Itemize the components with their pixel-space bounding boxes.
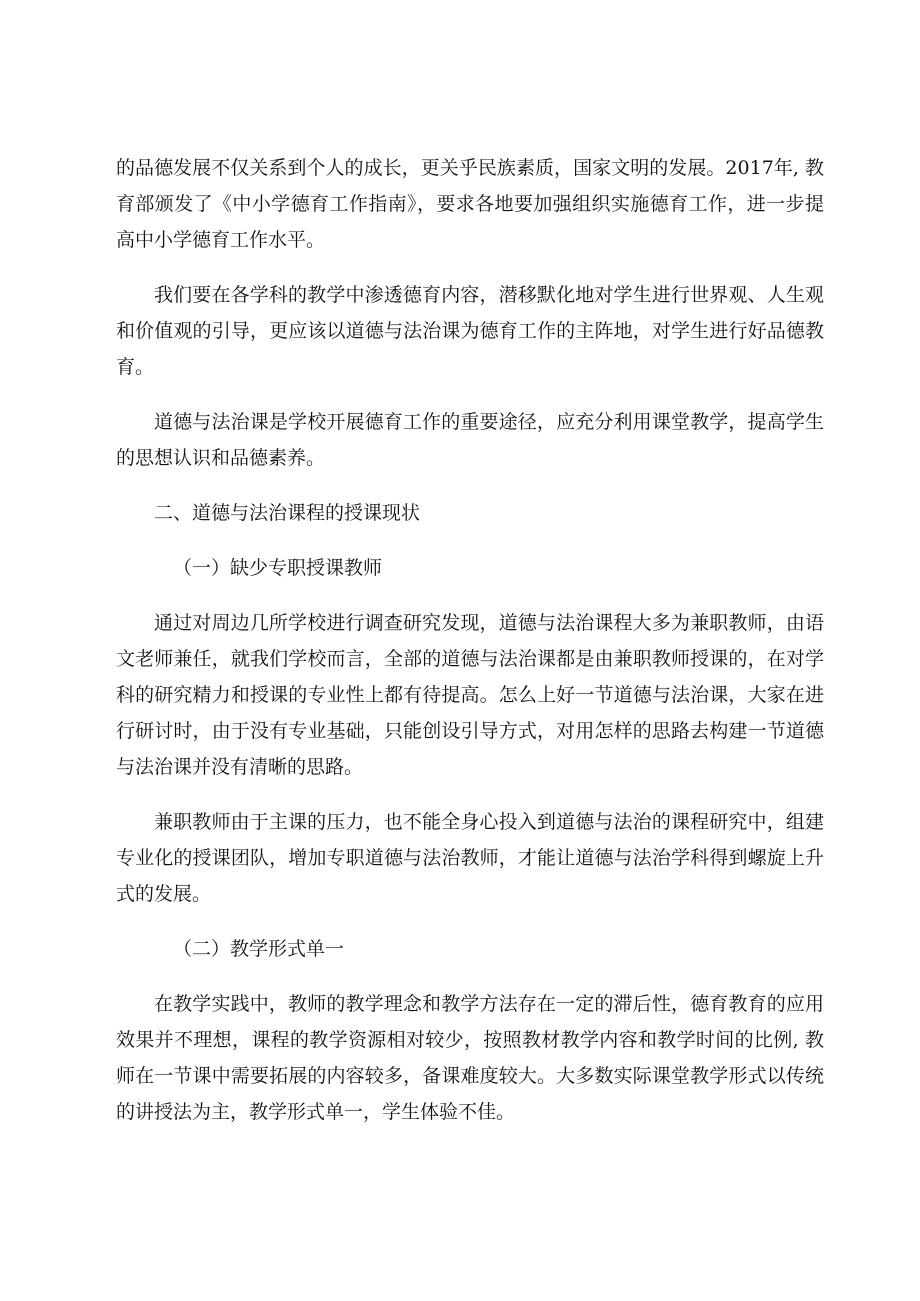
paragraph-continued: 的品德发展不仅关系到个人的成长，更关乎民族素质，国家文明的发展。2017年, 教育部颁发了《中小学德育工作指南》，要求各地要加强组织实施德育工作，进一步提高中小学德育工作水平。 <box>116 157 824 251</box>
paragraph-teaching-practice: 在教学实践中，教师的教学理念和教学方法存在一定的滞后性，德育教育的应用效果并不理想，课程的教学资源相对较少，按照教材教学内容和教学时间的比例, 教师在一节课中需要拓展的内容较多，备课难度较大。大多数实际课堂教学形式以传统的讲授法为主，教学形式单一，学生体验不佳。 <box>116 993 824 1123</box>
paragraph-moral-education-subjects: 我们要在各学科的教学中渗透德育内容，潜移默化地对学生进行世界观、人生观和价值观的引导，更应该以道德与法治课为德育工作的主阵地，对学生进行好品德教育。 <box>116 284 824 378</box>
subsection-heading-single-form: （二）教学形式单一 <box>173 938 345 960</box>
paragraph-survey-findings: 通过对周边几所学校进行调查研究发现，道德与法治课程大多为兼职教师，由语文老师兼任，就我们学校而言，全部的道德与法治课都是由兼职教师授课的，在对学科的研究精力和授课的专业性上都有待提高。怎么上好一节道德与法治课，大家在进行研讨时，由于没有专业基础，只能创设引导方式，对用怎样的思路去构建一节道德与法治课并没有清晰的思路。 <box>116 612 824 778</box>
section-heading-teaching-status: 二、道德与法治课程的授课现状 <box>154 502 421 524</box>
subsection-heading-lack-teachers: （一）缺少专职授课教师 <box>173 557 383 579</box>
paragraph-part-time-teachers: 兼职教师由于主课的压力，也不能全身心投入到道德与法治的课程研究中，组建专业化的授课团队，增加专职道德与法治教师，才能让道德与法治学科得到螺旋上升式的发展。 <box>116 811 824 905</box>
paragraph-law-course-role: 道德与法治课是学校开展德育工作的重要途径，应充分利用课堂教学，提高学生的思想认识和品德素养。 <box>116 411 824 469</box>
document-body <box>116 150 824 1149</box>
